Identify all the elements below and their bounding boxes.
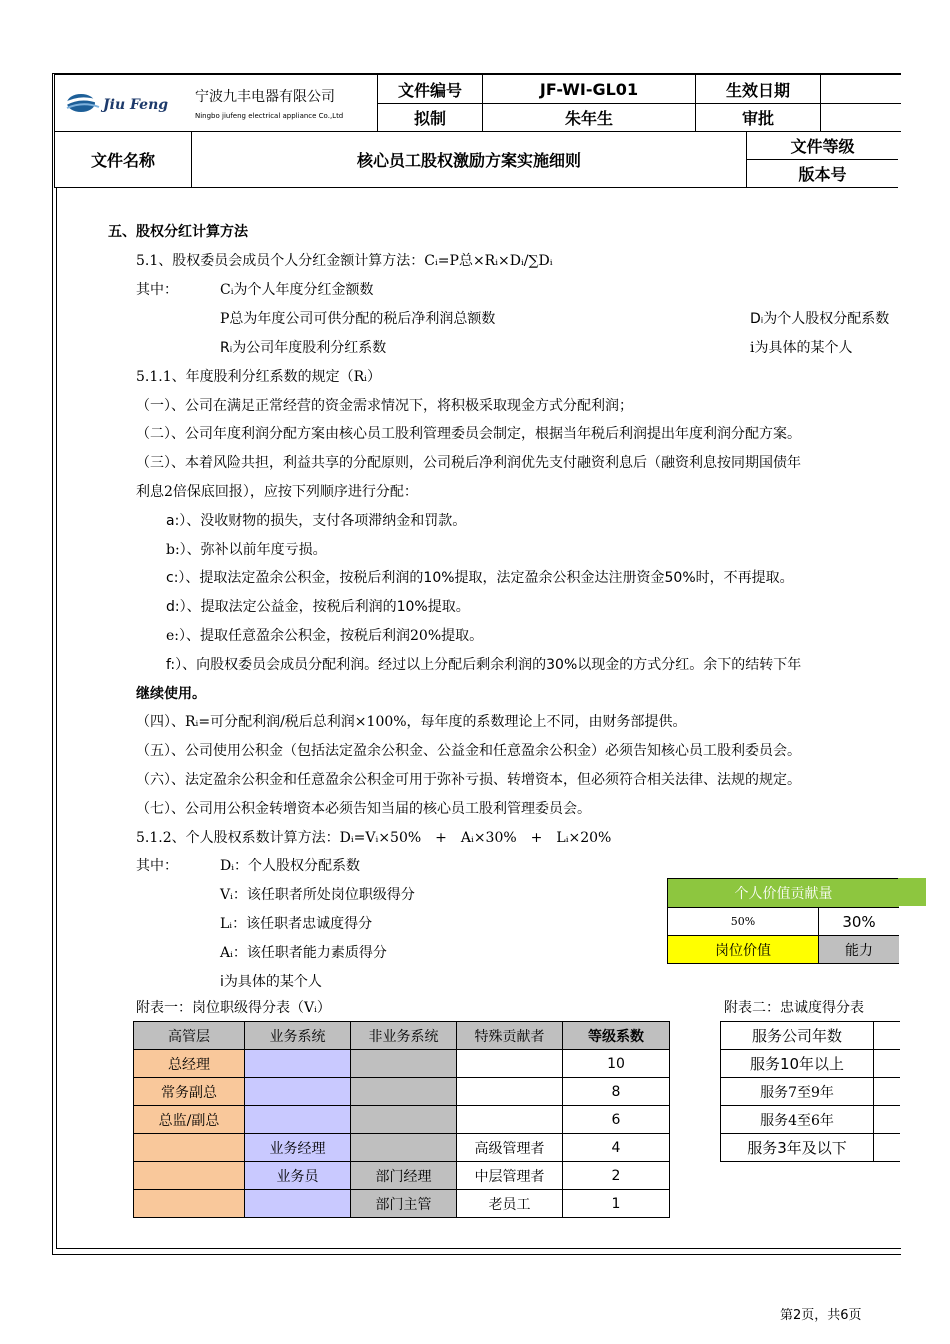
- section-title: 五、股权分红计算方法: [108, 224, 248, 240]
- table2-cell-right: [874, 1078, 901, 1106]
- table1-header: 非业务系统: [351, 1022, 457, 1050]
- post-grade-table: [133, 1021, 670, 1218]
- table1-header: 特殊贡献者: [457, 1022, 563, 1050]
- text-line: c:）、提取法定盈余公积金，按税后利润的10%提取，法定盈余公积金达注册资金50%时，不再提取。: [166, 570, 794, 586]
- loyalty-table: [720, 1021, 900, 1162]
- text-line: Rᵢ为公司年度股利分红系数: [220, 340, 387, 356]
- text-line: Dᵢ：个人股权分配系数: [220, 858, 361, 874]
- doc-no-value: JF-WI-GL01: [483, 75, 696, 104]
- table-row: [721, 1078, 901, 1106]
- text-line: Vᵢ：该任职者所处岗位职级得分: [220, 887, 415, 903]
- table1-cell: 部门经理: [351, 1162, 457, 1190]
- table-row: [134, 1190, 670, 1218]
- doc-no-label: 文件编号: [378, 75, 483, 104]
- text-line: d:）、提取法定公益金，按税后利润的10%提取。: [166, 599, 470, 615]
- table1-cell: 中层管理者: [457, 1162, 563, 1190]
- text-line: a:）、没收财物的损失，支付各项滞纳金和罚款。: [166, 513, 467, 529]
- company-name-cn: 宁波九丰电器有限公司: [195, 89, 335, 105]
- table1-cell: 常务副总: [134, 1078, 245, 1106]
- value-50: 50%: [668, 908, 819, 936]
- company-name-cell: [191, 75, 378, 132]
- text-line: b:）、弥补以前年度亏损。: [166, 542, 327, 558]
- value-contribution-table: [667, 878, 899, 964]
- value-table-overflow: [898, 878, 926, 906]
- value-30: 30%: [819, 908, 900, 936]
- approve-value: [821, 104, 902, 132]
- table-row: [134, 1134, 670, 1162]
- file-level-label: 文件等级: [747, 132, 899, 160]
- table-row: [721, 1106, 901, 1134]
- text-line: 继续使用。: [136, 686, 206, 702]
- value-table-title: 个人价值贡献量: [668, 879, 900, 908]
- table1-cell: 业务经理: [245, 1134, 351, 1162]
- draft-label: 拟制: [378, 104, 483, 132]
- table1-cell: 4: [563, 1134, 670, 1162]
- table1-cell: 老员工: [457, 1190, 563, 1218]
- text-line: Aᵢ：该任职者能力素质得分: [220, 945, 387, 961]
- table1-cell: [245, 1106, 351, 1134]
- text-line: Dᵢ为个人股权分配系数: [750, 311, 890, 327]
- ability-cell: 能力: [819, 936, 900, 964]
- table1-cell: 8: [563, 1078, 670, 1106]
- table-row: [721, 1134, 901, 1162]
- table-row: [134, 1078, 670, 1106]
- text-line: 5.1、股权委员会成员个人分红金额计算方法：Cᵢ=P总×Rᵢ×Dᵢ/∑Dᵢ: [136, 253, 553, 269]
- table-row: [134, 1106, 670, 1134]
- table2-header: 服务公司年数: [721, 1022, 874, 1050]
- table1-cell: [351, 1050, 457, 1078]
- text-line: e:）、提取任意盈余公积金，按税后利润20%提取。: [166, 628, 484, 644]
- table1-cell: 1: [563, 1190, 670, 1218]
- company-name-en: Ningbo jiufeng electrical appliance Co.,Ltd: [195, 112, 344, 120]
- approve-label: 审批: [696, 104, 821, 132]
- table1-cell: [351, 1078, 457, 1106]
- table2-cell-right: [874, 1106, 901, 1134]
- version-label: 版本号: [747, 160, 899, 188]
- text-line: i为具体的某个人: [220, 974, 322, 990]
- table1-header: 等级系数: [563, 1022, 670, 1050]
- table1-cell: [134, 1162, 245, 1190]
- table1-cell: 总监/副总: [134, 1106, 245, 1134]
- text-line: P总为年度公司可供分配的税后净利润总额数: [220, 311, 496, 327]
- table1-header: 高管层: [134, 1022, 245, 1050]
- post-value-cell: 岗位价值: [668, 936, 819, 964]
- logo-cell: [55, 75, 192, 132]
- text-line: 5.1.2、个人股权系数计算方法：Dᵢ=Vᵢ×50% + Aᵢ×30% + Lᵢ×20%: [136, 830, 612, 846]
- table1-cell: 业务员: [245, 1162, 351, 1190]
- table-row: [134, 1050, 670, 1078]
- text-line: （一）、公司在满足正常经营的资金需求情况下，将积极采取现金方式分配利润；: [136, 398, 633, 414]
- text-line: 5.1.1、年度股利分红系数的规定（Rᵢ）: [136, 369, 381, 385]
- table2-cell: 服务10年以上: [721, 1050, 874, 1078]
- table2-cell: 服务7至9年: [721, 1078, 874, 1106]
- draft-value: 朱年生: [483, 104, 696, 132]
- table1-cell: [457, 1078, 563, 1106]
- table1-cell: [134, 1190, 245, 1218]
- file-name-value: 核心员工股权激励方案实施细则: [192, 132, 747, 188]
- page-number: 第2页，共6页: [780, 1308, 862, 1323]
- text-line: （七）、公司用公积金转增资本必须告知当届的核心员工股利管理委员会。: [136, 801, 591, 817]
- table2-caption: 附表二：忠诚度得分表: [724, 1000, 864, 1016]
- table1-caption: 附表一：岗位职级得分表（Vᵢ）: [136, 1000, 331, 1016]
- document-header: [54, 74, 901, 132]
- text-line: f:）、向股权委员会成员分配利润。经过以上分配后剩余利润的30%以现金的方式分红。余下的结转下年: [166, 657, 802, 673]
- table1-cell: [245, 1078, 351, 1106]
- table1-cell: 总经理: [134, 1050, 245, 1078]
- file-name-label: 文件名称: [55, 132, 192, 188]
- table1-cell: [351, 1106, 457, 1134]
- document-title-bar: [54, 131, 898, 188]
- table2-header-right: [874, 1022, 901, 1050]
- table1-cell: 6: [563, 1106, 670, 1134]
- text-line: （六）、法定盈余公积金和任意盈余公积金可用于弥补亏损、转增资本，但必须符合相关法律、法规的规定。: [136, 772, 801, 788]
- text-line: （三）、本着风险共担，利益共享的分配原则，公司税后净利润优先支付融资利息后（融资利息按同期国债年: [136, 455, 801, 471]
- table1-cell: [245, 1190, 351, 1218]
- table-row: [134, 1162, 670, 1190]
- table1-cell: [245, 1050, 351, 1078]
- table2-cell: 服务3年及以下: [721, 1134, 874, 1162]
- text-line: i为具体的某个人: [750, 340, 853, 356]
- text-label: 其中：: [136, 858, 178, 874]
- table1-cell: 高级管理者: [457, 1134, 563, 1162]
- logo-text: Jiu Feng: [103, 97, 169, 113]
- table1-cell: 2: [563, 1162, 670, 1190]
- text-line: Cᵢ为个人年度分红金额数: [220, 282, 374, 298]
- table1-cell: [134, 1134, 245, 1162]
- table1-header: 业务系统: [245, 1022, 351, 1050]
- text-line: Lᵢ：该任职者忠诚度得分: [220, 916, 373, 932]
- table2-cell-right: [874, 1050, 901, 1078]
- table-row: [721, 1050, 901, 1078]
- table1-cell: [351, 1134, 457, 1162]
- effective-date-label: 生效日期: [696, 75, 821, 104]
- table1-cell: [457, 1106, 563, 1134]
- text-line: （四）、Rᵢ=可分配利润/税后总利润×100%，每年度的系数理论上不同，由财务部提供。: [136, 714, 687, 730]
- company-logo-icon: [59, 77, 187, 125]
- table1-cell: 10: [563, 1050, 670, 1078]
- text-label: 其中：: [136, 282, 178, 298]
- table2-cell-right: [874, 1134, 901, 1162]
- effective-date-value: [821, 75, 902, 104]
- table2-cell: 服务4至6年: [721, 1106, 874, 1134]
- table1-cell: [457, 1050, 563, 1078]
- text-line: （五）、公司使用公积金（包括法定盈余公积金、公益金和任意盈余公积金）必须告知核心员工股利委员会。: [136, 743, 801, 759]
- text-line: 利息2倍保底回报），应按下列顺序进行分配：: [136, 484, 418, 500]
- table1-cell: 部门主管: [351, 1190, 457, 1218]
- text-line: （二）、公司年度利润分配方案由核心员工股利管理委员会制定，根据当年税后利润提出年度利润分配方案。: [136, 426, 801, 442]
